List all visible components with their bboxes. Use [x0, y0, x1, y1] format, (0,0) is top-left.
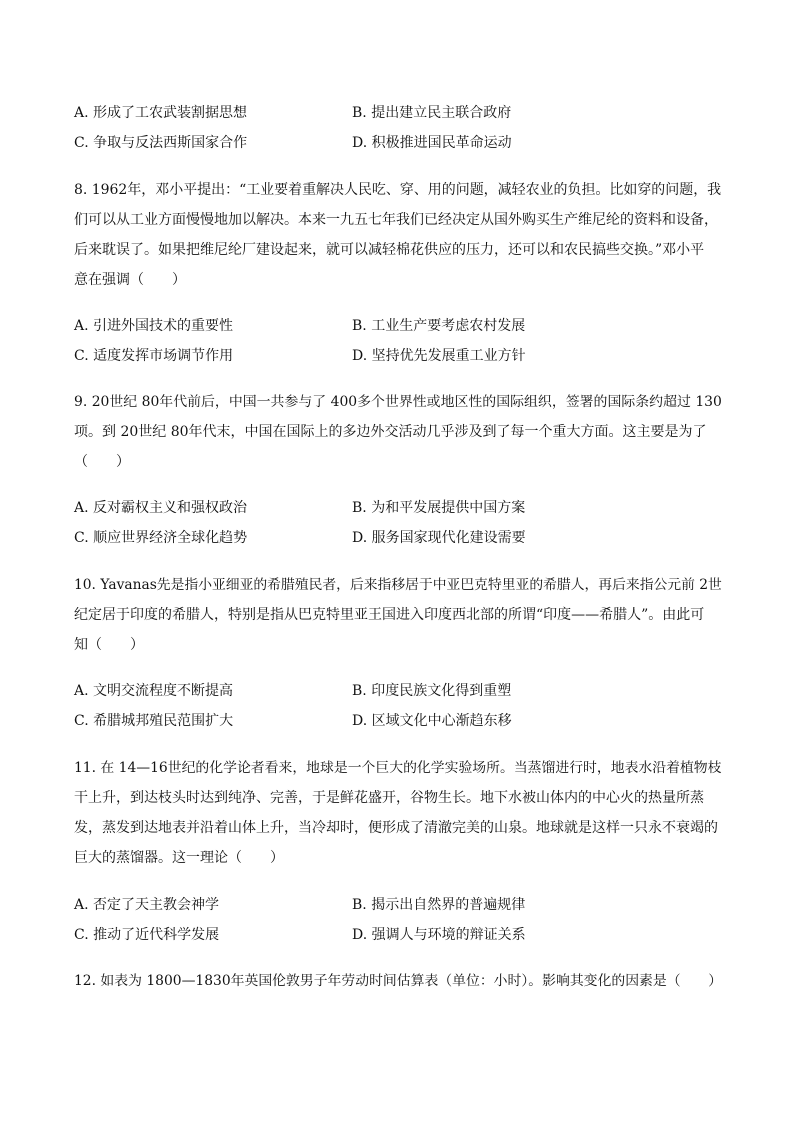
q9-text-line-2: 项。到 20世纪 80年代末，中国在国际上的多边外交活动几乎涉及到了每一个重大方面。这主要是为了: [74, 424, 707, 440]
q10-option-b[interactable]: B. 印度民族文化得到重塑: [352, 683, 512, 699]
q8-option-a[interactable]: A. 引进外国技术的重要性: [74, 318, 234, 334]
q8-option-c[interactable]: C. 适度发挥市场调节作用: [74, 348, 234, 364]
q9-option-row-2: [74, 528, 722, 548]
q8-text-line-4: 意在强调（ ）: [74, 272, 186, 288]
q9-text-line-3: （ ）: [74, 454, 130, 470]
q10-option-a[interactable]: A. 文明交流程度不断提高: [74, 683, 234, 699]
q10-option-c[interactable]: C. 希腊城邦殖民范围扩大: [74, 713, 234, 729]
q8-option-d[interactable]: D. 坚持优先发展重工业方针: [352, 348, 526, 364]
q10-option-row-1: [74, 681, 722, 701]
q8-text-line-2: 们可以从工业方面慢慢地加以解决。本来一九五七年我们已经决定从国外购买生产维尼纶的资料和设备，: [74, 212, 718, 228]
q11-text-line-3: 发，蒸发到达地表并沿着山体上升，当冷却时，便形成了清澈完美的山泉。地球就是这样一只永不衰竭的: [74, 820, 718, 836]
q8-option-b[interactable]: B. 工业生产要考虑农村发展: [352, 318, 526, 334]
q11-option-row-1: [74, 895, 722, 915]
q9-option-a[interactable]: A. 反对霸权主义和强权政治: [74, 500, 248, 516]
q11-option-b[interactable]: B. 揭示出自然界的普遍规律: [352, 897, 526, 913]
q10-text-line-1: 10. Yavanas先是指小亚细亚的希腊殖民者，后来指移居于中亚巴克特里亚的希腊人，再后来指公元前 2世: [74, 577, 722, 593]
q11-text-line-1: 11. 在 14—16世纪的化学论者看来，地球是一个巨大的化学实验场所。当蒸馏进行时，地表水沿着植物枝: [74, 760, 722, 776]
q10-option-row-2: [74, 711, 722, 731]
q11-option-row-2: [74, 925, 722, 945]
q10-text-line-3: 知（ ）: [74, 637, 144, 653]
q9-option-row-1: [74, 498, 722, 518]
q9-option-d[interactable]: D. 服务国家现代化建设需要: [352, 530, 526, 546]
q12-text-line-1: 12. 如表为 1800—1830年英国伦敦男子年劳动时间估算表（单位：小时）。影响其变化的因素是（ ）: [74, 973, 723, 989]
q10-text-line-2: 纪定居于印度的希腊人，特别是指从巴克特里亚王国进入印度西北部的所谓“印度——希腊人”。由此可: [74, 607, 705, 623]
q8-text-line-1: 8. 1962年，邓小平提出：“工业要着重解决人民吃、穿、用的问题，减轻农业的负担。比如穿的问题，我: [74, 182, 722, 198]
q8-option-row-2: [74, 346, 722, 366]
q8-option-row-1: [74, 316, 722, 336]
q7-option-c[interactable]: C. 争取与反法西斯国家合作: [74, 135, 248, 151]
q7-option-b[interactable]: B. 提出建立民主联合政府: [352, 105, 512, 121]
q7-option-row-2: [74, 133, 722, 153]
q7-option-row-1: [74, 103, 722, 123]
q11-option-a[interactable]: A. 否定了天主教会神学: [74, 897, 220, 913]
q9-text-line-1: 9. 20世纪 80年代前后，中国一共参与了 400多个世界性或地区性的国际组织，签署的国际条约超过 130: [74, 394, 722, 410]
q10-option-d[interactable]: D. 区域文化中心渐趋东移: [352, 713, 512, 729]
q11-option-c[interactable]: C. 推动了近代科学发展: [74, 927, 220, 943]
q7-option-d[interactable]: D. 积极推进国民革命运动: [352, 135, 512, 151]
q9-option-c[interactable]: C. 顺应世界经济全球化趋势: [74, 530, 248, 546]
q8-text-line-3: 后来耽误了。如果把维尼纶厂建设起来，就可以减轻棉花供应的压力，还可以和农民搞些交换。”邓小平: [74, 242, 705, 258]
q11-text-line-2: 干上升，到达枝头时达到纯净、完善，于是鲜花盛开，谷物生长。地下水被山体内的中心火的热量所蒸: [74, 790, 704, 806]
q11-option-d[interactable]: D. 强调人与环境的辩证关系: [352, 927, 526, 943]
q7-option-a[interactable]: A. 形成了工农武装割据思想: [74, 105, 248, 121]
q11-text-line-4: 巨大的蒸馏器。这一理论（ ）: [74, 850, 284, 866]
q9-option-b[interactable]: B. 为和平发展提供中国方案: [352, 500, 526, 516]
